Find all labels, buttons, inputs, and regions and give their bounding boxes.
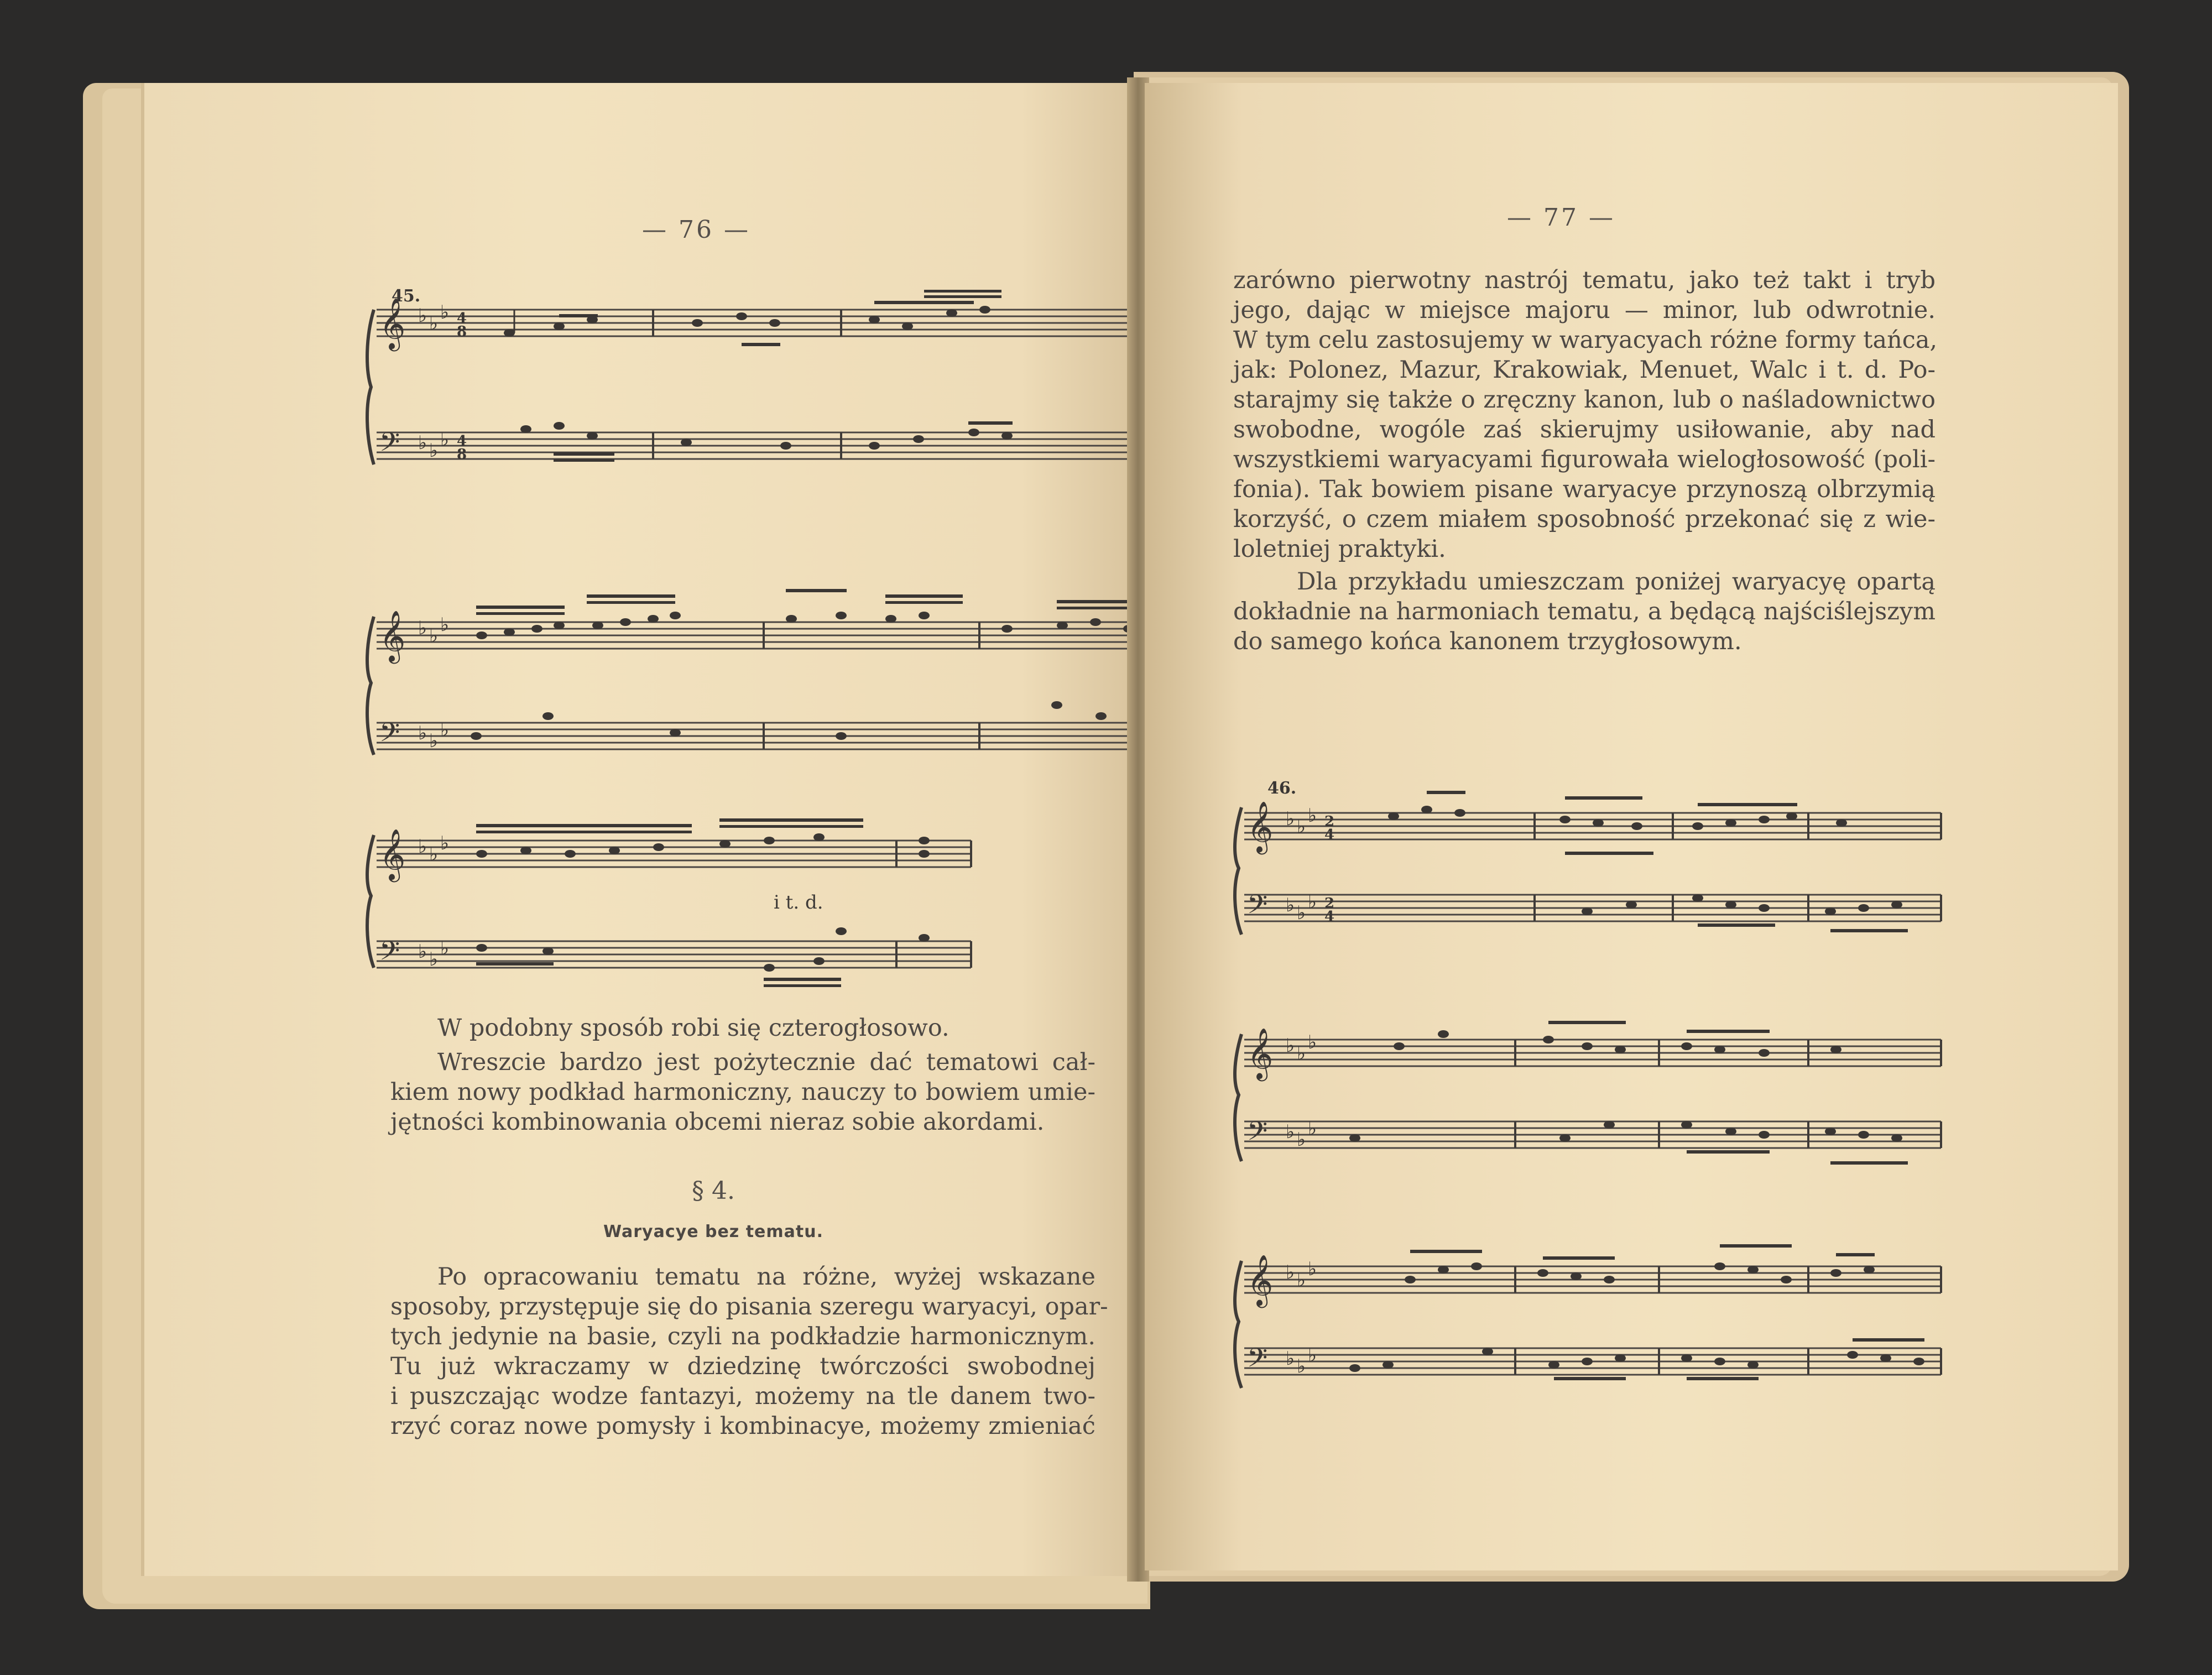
page-number-left: — 76 — [642,216,750,244]
text-line: loletniej praktyki. [1233,535,1446,563]
svg-text:♭: ♭ [1297,1269,1306,1291]
svg-text:♭: ♭ [418,617,427,639]
svg-text:♭: ♭ [1286,894,1295,916]
text-line: Po opracowaniu tematu na różne, wyżej wskazane [437,1263,1095,1291]
svg-text:♭: ♭ [429,312,439,335]
svg-text:♭: ♭ [1286,1348,1295,1370]
svg-text:♭: ♭ [1286,1121,1295,1143]
treble-clef-icon: 𝄞 [1247,801,1274,852]
music-system-5 [1233,1001,1952,1183]
bass-time-sig-bottom: 8 [457,446,467,463]
svg-text:♭: ♭ [429,625,439,647]
text-line: Wreszcie bardzo jest pożytecznie dać tematowi cał- [437,1048,1095,1076]
bass-clef-icon: 𝄢 [379,426,400,464]
time-sig-top: 4 [457,310,467,327]
svg-text:♭: ♭ [1308,805,1317,827]
svg-text:♭: ♭ [418,722,427,744]
svg-text:♭: ♭ [1308,891,1317,913]
music-system-4 [1233,774,1952,957]
bass-clef-icon: 𝄢 [379,717,400,754]
text-line: zarówno pierwotny nastrój tematu, jako też takt i tryb [1233,267,1936,294]
left-paragraph-1 [437,1013,1095,1043]
text-line: i puszczając wodze fantazyi, możemy na tle danem two- [390,1382,1095,1410]
text-line: swobodne, wogóle zaś skierujmy usiłowanie, aby nad [1233,416,1936,443]
text-line: korzyść, o czem miałem sposobność przekonać się z wie- [1233,505,1936,533]
svg-text:♭: ♭ [440,937,450,959]
treble-clef-icon: 𝄞 [1247,1254,1274,1306]
text-line: jętności kombinowania obcemi nieraz sobie akordami. [390,1108,1045,1136]
time-sig-bottom: 8 [457,323,467,340]
left-paragraph-3 [390,1262,1108,1441]
treble-clef-icon: 𝄞 [1247,1027,1274,1079]
text-line: W podobny sposób robi się czterogłosowo. [437,1014,950,1042]
treble-clef-icon: 𝄞 [379,828,406,880]
section-sign: § 4. [692,1177,735,1205]
svg-text:♭: ♭ [1297,816,1306,838]
svg-text:♭: ♭ [1286,808,1295,830]
example-number-46: 46. [1267,779,1297,798]
music-system-2 [366,572,1140,771]
text-line: rzyć coraz nowe pomysły i kombinacye, możemy zmieniać [390,1412,1095,1440]
treble-clef-icon: 𝄞 [379,298,406,349]
text-line: do samego końca kanonem trzygłosowym. [1233,628,1742,655]
text-line: jego, dając w miejsce majoru — minor, lub odwrotnie. [1233,296,1936,324]
bass-clef-icon: 𝄢 [1247,1115,1268,1153]
svg-text:♭: ♭ [418,941,427,963]
svg-text:♭: ♭ [440,429,450,451]
bass-clef-icon: 𝄢 [1247,1342,1268,1380]
svg-text:♭: ♭ [1297,1355,1306,1377]
time-sig-bottom: 4 [1324,827,1335,843]
svg-text:♭: ♭ [1308,1031,1317,1053]
text-line: fonia). Tak bowiem pisane waryacye przynoszą olbrzymią [1233,476,1936,503]
music-system-1 [366,298,1140,559]
svg-text:♭: ♭ [440,719,450,741]
example-end-label: i t. d. [774,891,823,914]
svg-text:♭: ♭ [440,614,450,636]
text-line: jak: Polonez, Mazur, Krakowiak, Menuet, Walc i t. d. Po- [1233,356,1936,384]
section-title: Waryacye bez tematu. [603,1222,824,1241]
treble-clef-icon: 𝄞 [379,610,406,661]
text-line: tych jedynie na basie, czyli na podkładzie harmonicznym. [390,1323,1095,1350]
left-paragraph-2 [390,1047,1095,1137]
svg-text:♭: ♭ [429,948,439,970]
bass-time-sig-top: 2 [1324,895,1335,912]
text-line: wszystkiemi waryacyami figurowała wielogłosowość (poli- [1233,446,1936,473]
text-line: sposoby, przystępuje się do pisania szeregu waryacyi, opar- [390,1293,1108,1321]
svg-text:♭: ♭ [1308,1118,1317,1140]
bass-time-sig-top: 4 [457,433,467,450]
svg-text:♭: ♭ [429,730,439,752]
text-line: W tym celu zastosujemy w waryacyach różne formy tańca, [1233,326,1938,354]
svg-text:♭: ♭ [418,305,427,327]
right-page [1145,83,2118,1570]
svg-text:♭: ♭ [440,301,450,323]
text-line: Dla przykładu umieszczam poniżej waryacyę opartą [1297,568,1936,596]
svg-text:♭: ♭ [429,843,439,865]
svg-text:♭: ♭ [1297,902,1306,924]
bass-clef-icon: 𝄢 [1247,889,1268,926]
time-sig-top: 2 [1324,813,1335,830]
example-number-45: 45. [392,286,421,306]
svg-text:♭: ♭ [1286,1035,1295,1057]
svg-text:♭: ♭ [418,432,427,454]
svg-text:♭: ♭ [429,440,439,462]
bass-clef-icon: 𝄢 [379,935,400,973]
svg-text:♭: ♭ [1297,1129,1306,1151]
treble-staff [377,310,1140,336]
svg-text:♭: ♭ [440,832,450,854]
page-number-right: — 77 — [1507,203,1615,232]
svg-text:♭: ♭ [418,836,427,858]
bass-staff [377,432,1140,459]
text-line: Tu już wkraczamy w dziedzinę twórczości swobodnej [390,1353,1095,1380]
text-line: dokładnie na harmoniach tematu, a będącą najściślejszym [1233,598,1936,625]
music-system-3 [366,785,1140,995]
text-line: kiem nowy podkład harmoniczny, nauczy to bowiem umie- [390,1078,1095,1106]
text-line: starajmy się także o zręczny kanon, lub o naśladownictwo [1233,386,1936,414]
svg-text:♭: ♭ [1308,1258,1317,1280]
svg-text:♭: ♭ [1286,1261,1295,1283]
right-paragraph-1 [1233,265,1936,564]
music-system-6 [1233,1228,1952,1410]
bass-time-sig-bottom: 4 [1324,909,1335,925]
right-paragraph-2 [1233,567,1936,656]
svg-text:♭: ♭ [1297,1042,1306,1065]
svg-text:♭: ♭ [1308,1344,1317,1366]
left-page [141,83,1140,1576]
